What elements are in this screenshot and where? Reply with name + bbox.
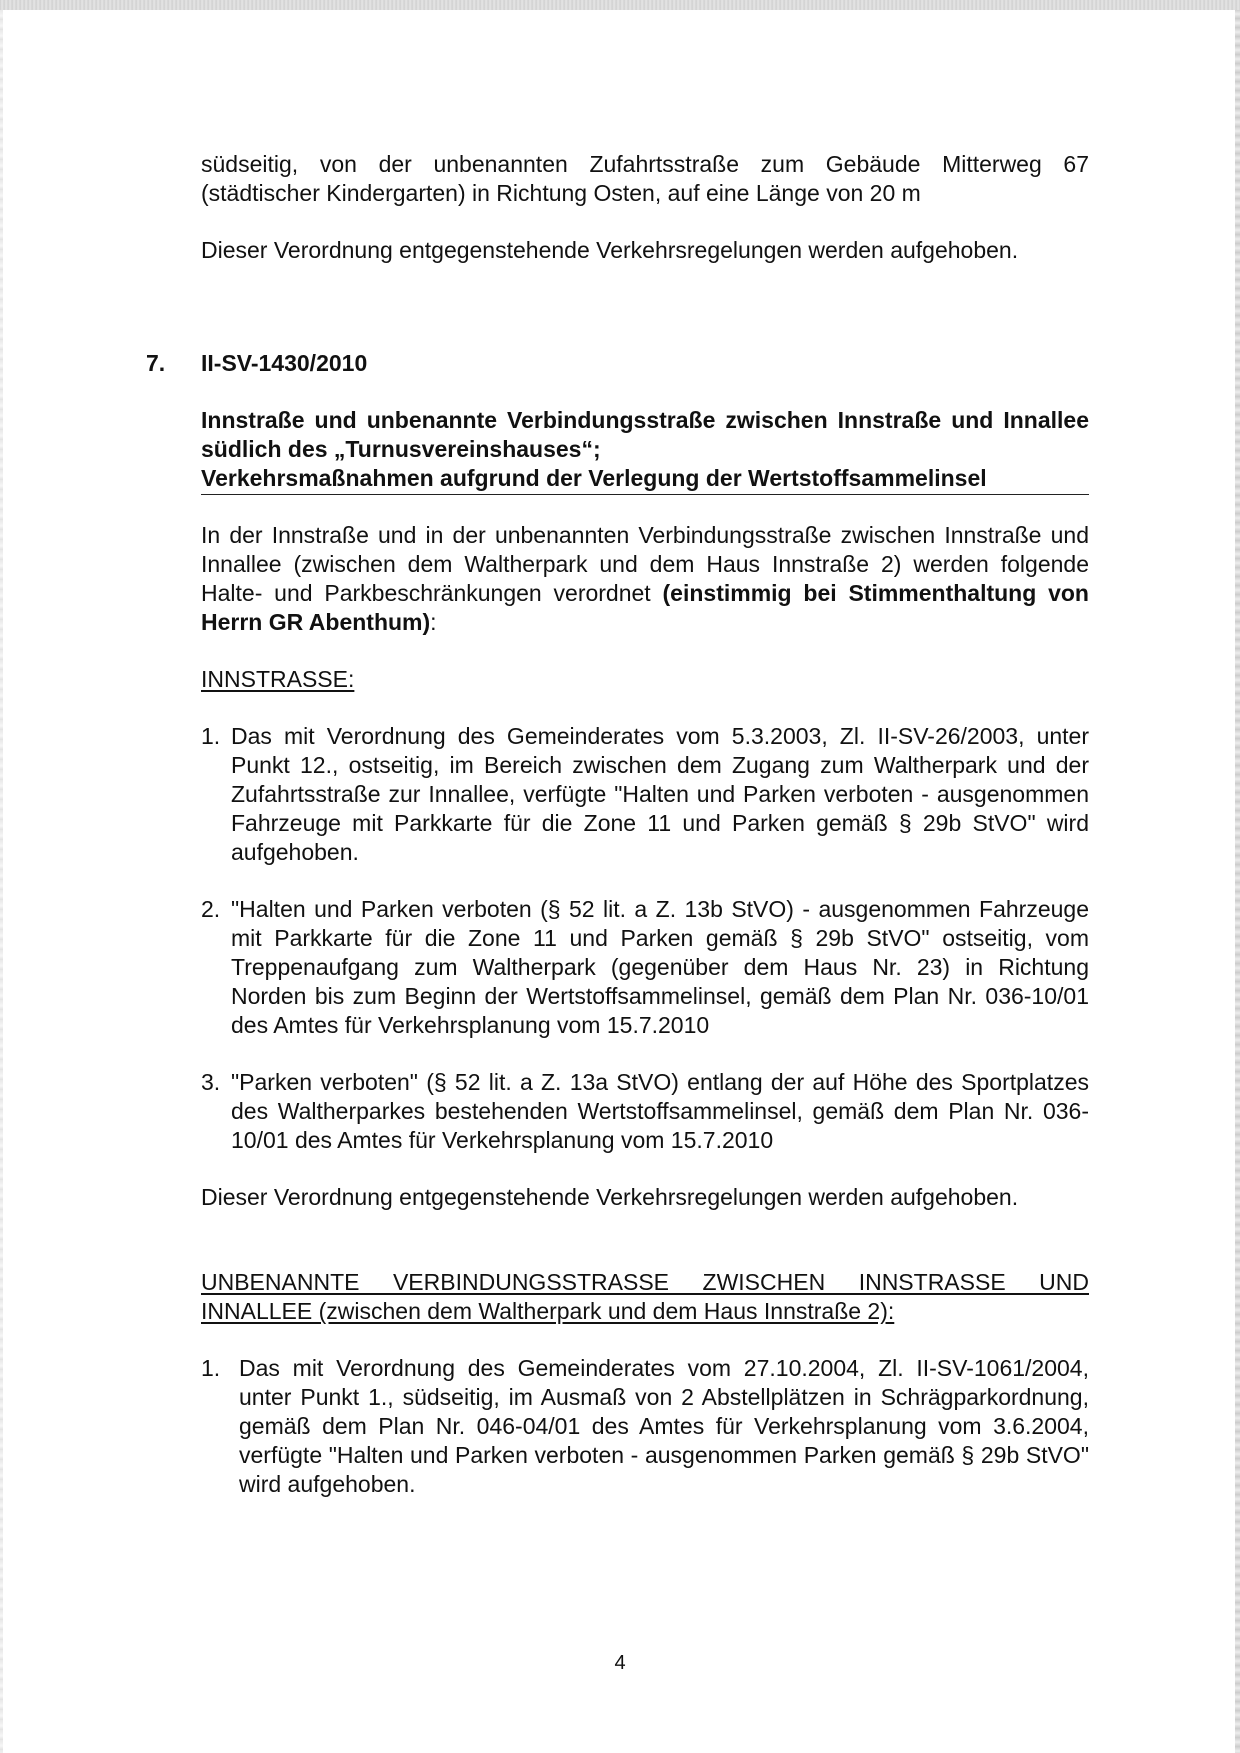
agenda-item-title-main: Innstraße und unbenannte Verbindungsstraße zwischen Innstraße und Innallee südlich des „Turnusvereinshauses“;: [201, 407, 1089, 462]
agenda-item-title-sub: [201, 464, 1089, 495]
list-item-marker: 1.: [201, 1355, 221, 1381]
scan-edge-left: [0, 10, 3, 1753]
list-item: [201, 722, 1089, 867]
agenda-item-title: [201, 406, 1089, 495]
scan-edge-top: [0, 0, 1240, 10]
list-item-text: Das mit Verordnung des Gemeinderates vom 27.10.2004, Zl. II-SV-1061/2004, unter Punkt 1., südseitig, im Ausmaß von 2 Abstellplätzen in Schrägparkordnung, gemäß dem Plan Nr. 046-04/01 des Amtes für Verkehrsplanung vom 3.6.2004, verfügte "Halten und Parken verboten - ausgenommen Parken gemäß § 29b StVO" wird aufgehoben.: [239, 1355, 1089, 1497]
intro-paragraph-repeal: Dieser Verordnung entgegenstehende Verkehrsregelungen werden aufgehoben.: [201, 237, 1019, 263]
list-item: [201, 895, 1089, 1040]
agenda-item-number: 7.: [146, 350, 166, 376]
agenda-item-intro-end: :: [430, 609, 437, 635]
list-item-text: "Parken verboten" (§ 52 lit. a Z. 13a StVO) entlang der auf Höhe des Sportplatzes des Waltherparkes bestehenden Wertstoffsammelinsel, gemäß dem Plan Nr. 036-10/01 des Amtes für Verkehrsplanung vom 15.7.2010: [231, 1069, 1089, 1153]
section-heading-verbindungsstrasse: UNBENANNTE VERBINDUNGSSTRASSE ZWISCHEN INNSTRASSE UND INNALLEE (zwischen dem Waltherpark und dem Haus Innstraße 2):: [201, 1269, 1089, 1324]
section-heading-innstrasse: INNSTRASSE:: [201, 666, 355, 692]
list-item-text: Das mit Verordnung des Gemeinderates vom 5.3.2003, Zl. II-SV-26/2003, unter Punkt 12., ostseitig, im Bereich zwischen dem Zugang zum Waltherpark und der Zufahrtsstraße zur Innallee, verfügte "Halten und Parken verboten - ausgenommen Fahrzeuge mit Parkkarte für die Zone 11 und Parken gemäß § 29b StVO" wird aufgehoben.: [231, 723, 1089, 865]
agenda-item-intro: [201, 521, 1089, 637]
agenda-item-title-sub-text: Verkehrsmaßnahmen aufgrund der Verlegung der Wertstoffsammelinsel: [201, 465, 987, 491]
list-item-marker: 3.: [201, 1069, 221, 1095]
list-item-marker: 1.: [201, 723, 221, 749]
agenda-item-reference: II-SV-1430/2010: [201, 350, 368, 376]
intro-paragraph-location: südseitig, von der unbenannten Zufahrtsstraße zum Gebäude Mitterweg 67 (städtischer Kindergarten) in Richtung Osten, auf eine Länge von 20 m: [201, 151, 1089, 206]
list-item-text: "Halten und Parken verboten (§ 52 lit. a Z. 13b StVO) - ausgenommen Fahrzeuge mit Parkkarte für die Zone 11 und Parken gemäß § 29b StVO" ostseitig, vom Treppenaufgang zum Waltherpark (gegenüber dem Haus Nr. 23) in Richtung Norden bis zum Beginn der Wertstoffsammelinsel, gemäß dem Plan Nr. 036-10/01 des Amtes für Verkehrsplanung vom 15.7.2010: [231, 896, 1089, 1038]
list-item-marker: 2.: [201, 896, 221, 922]
list-item: [201, 1354, 1089, 1499]
agenda-item-intro-text: In der Innstraße und in der unbenannten Verbindungsstraße zwischen Innstraße und Innallee (zwischen dem Waltherpark und dem Haus Innstraße 2) werden folgende Halte- und Parkbeschränkungen verordnet: [201, 522, 1089, 606]
list-item: [201, 1068, 1089, 1155]
agenda-item-vote-note: (einstimmig bei Stimmenthaltung von Herrn GR Abenthum): [201, 580, 1089, 635]
innstrasse-closing-paragraph: Dieser Verordnung entgegenstehende Verkehrsregelungen werden aufgehoben.: [201, 1184, 1019, 1210]
page-number: 4: [614, 1652, 626, 1674]
agenda-item-heading: [146, 349, 1089, 378]
document-body: [146, 150, 1089, 1499]
scan-edge-right: [1235, 10, 1240, 1753]
